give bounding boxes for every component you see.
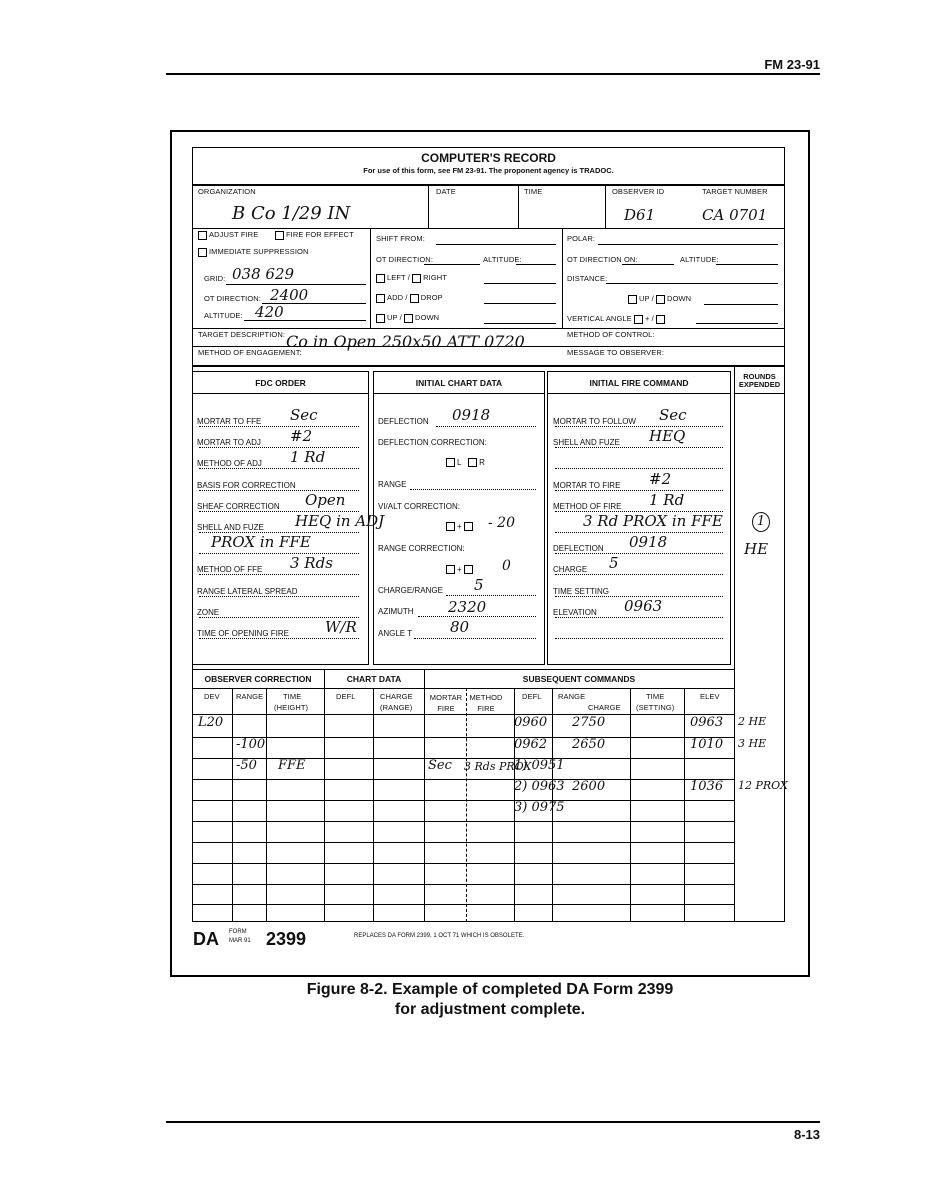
col-range: RANGE — [236, 692, 264, 701]
icd-range-line — [410, 489, 536, 490]
distance-line — [606, 283, 778, 284]
charge-range-label: CHARGE/RANGE — [378, 586, 443, 595]
deflection-correction-label: DEFLECTION CORRECTION: — [378, 438, 487, 447]
org-divider — [428, 184, 429, 228]
rounds-value-2[interactable]: HE — [744, 540, 769, 558]
bottom-cell-time[interactable]: FFE — [278, 758, 306, 773]
fdc-row-label: BASIS FOR CORRECTION — [197, 480, 296, 490]
ifc-row-line — [555, 447, 723, 448]
azimuth-label: AZIMUTH — [378, 607, 414, 616]
grid-row-line — [192, 863, 734, 864]
altitude-value[interactable]: 420 — [255, 303, 284, 321]
ifc-row-line — [555, 490, 723, 491]
grid-col-line — [373, 688, 374, 922]
grid-row-line — [192, 800, 734, 801]
up-down2-line — [704, 304, 778, 305]
form-word: FORM — [229, 929, 247, 935]
col-method-fire: METHOD FIRE — [469, 693, 503, 713]
ifc-row-line — [555, 468, 723, 469]
fdc-row-line — [199, 596, 359, 597]
bottom-cell-rounds[interactable]: 12 PROX — [738, 779, 788, 792]
grid-row-line — [192, 842, 734, 843]
message-to-observer-label: MESSAGE TO OBSERVER: — [567, 348, 665, 357]
fdc-row-label: SHEAF CORRECTION — [197, 501, 280, 511]
ifc-heading-rule — [547, 393, 731, 394]
bottom-cell-range-charge[interactable]: 2650 — [572, 737, 606, 752]
col-elev: ELEV — [700, 692, 720, 701]
add-drop-line — [484, 303, 556, 304]
range-correction-label: RANGE CORRECTION: — [378, 544, 465, 553]
ifc-row-line — [555, 617, 723, 618]
polar-label: POLAR: — [567, 234, 596, 243]
fdc-row-value[interactable]: 1 Rd — [290, 448, 326, 467]
bottom-heading-rule — [192, 688, 734, 689]
fdc-row-line — [199, 638, 359, 639]
bottom-cell-defl[interactable]: 1) 0951 — [514, 758, 565, 773]
bottom-cell-elev[interactable]: 1036 — [690, 779, 724, 794]
col-charge2: CHARGE — [588, 703, 621, 712]
grid-row-line — [192, 904, 734, 905]
fdc-row-label: MORTAR TO FFE — [197, 417, 262, 426]
grid-row-line — [192, 821, 734, 822]
ifc-row-value[interactable]: 0918 — [629, 533, 668, 552]
fire-for-effect-checkbox[interactable]: FIRE FOR EFFECT — [275, 230, 354, 240]
ifc-row-label: MORTAR TO FOLLOW — [553, 417, 636, 426]
bottom-cell-mortar[interactable]: Sec — [428, 758, 452, 773]
bottom-cell-defl[interactable]: 3) 0975 — [514, 800, 565, 815]
grid-col-line — [232, 688, 233, 922]
bottom-cell-defl[interactable]: 2) 0963 — [514, 779, 565, 794]
shift-from-line — [436, 244, 556, 245]
bottom-cell-range[interactable]: -50 — [236, 758, 257, 773]
ifc-row-line — [555, 426, 723, 427]
fdc-row-value[interactable]: HEQ in ADJ — [295, 512, 385, 530]
fdc-row-value[interactable]: W/R — [325, 618, 357, 636]
method-of-control-label: METHOD OF CONTROL: — [567, 330, 655, 339]
altitude2-label: ALTITUDE: — [483, 255, 522, 264]
l-r-checkbox[interactable]: L R — [446, 458, 485, 467]
fdc-row-line — [199, 426, 359, 427]
organization-label: ORGANIZATION — [198, 187, 256, 196]
fdc-row-value[interactable]: Open — [305, 490, 346, 509]
vertical-angle-line — [696, 323, 778, 324]
range-correction-checkbox[interactable]: + — [446, 565, 475, 574]
time-divider — [605, 184, 606, 228]
fdc-row-line — [199, 574, 359, 575]
grid-value[interactable]: 038 629 — [232, 265, 295, 283]
form-number: 2399 — [266, 929, 307, 949]
col-height: (HEIGHT) — [274, 703, 309, 712]
vi-alt-value[interactable]: - 20 — [488, 515, 515, 531]
ot-direction-on-line — [622, 264, 674, 265]
fdc-row-value[interactable]: Sec — [290, 406, 318, 424]
form-da: DA — [193, 929, 219, 949]
page-header: FM 23-91 — [764, 57, 820, 72]
col-charge: CHARGE — [380, 692, 413, 701]
target-description-label: TARGET DESCRIPTION: — [198, 330, 286, 339]
charge-range-value[interactable]: 5 — [474, 576, 484, 594]
altitude3-label: ALTITUDE: — [680, 255, 719, 264]
bottom-cell-dev[interactable]: L20 — [198, 715, 224, 730]
form-date: MAR 91 — [229, 938, 251, 944]
ifc-row-label: DEFLECTION — [553, 544, 604, 554]
date-divider — [518, 184, 519, 228]
ifc-row-value[interactable]: Sec — [659, 406, 687, 424]
adjust-fire-checkbox[interactable]: ADJUST FIRE — [198, 230, 258, 240]
up-down-line — [484, 323, 556, 324]
left-block-divider — [370, 228, 371, 328]
fdc-row-value[interactable]: 3 Rds — [290, 554, 333, 573]
rounds-expended-heading: ROUNDS EXPENDED — [738, 372, 781, 389]
ifc-row-line — [555, 638, 723, 639]
left-right-line — [484, 283, 556, 284]
row2-divider — [192, 328, 785, 329]
altitude2-line — [516, 264, 556, 265]
fdc-row-value[interactable]: PROX in FFE — [211, 533, 311, 552]
ifc-row-label: ELEVATION — [553, 607, 597, 617]
fdc-row-label: METHOD OF ADJ — [197, 459, 262, 469]
fdc-row-label: SHELL AND FUZE — [197, 523, 264, 532]
rounds-heading-rule — [734, 393, 785, 394]
ifc-row-label: SHELL AND FUZE — [553, 438, 620, 448]
header-rule — [166, 73, 820, 75]
ifc-row-value[interactable]: #2 — [649, 469, 672, 488]
col-range2: (RANGE) — [380, 703, 413, 712]
grid-row-line — [192, 758, 734, 759]
col-defl: DEFL — [336, 692, 356, 701]
ifc-row-value[interactable]: 0963 — [624, 596, 663, 615]
ifc-row-label: TIME SETTING — [553, 586, 609, 596]
ifc-row-label: MORTAR TO FIRE — [553, 480, 621, 490]
fdc-order-heading: FDC ORDER — [255, 378, 306, 388]
shift-from-label: SHIFT FROM: — [376, 234, 425, 243]
col-range3: RANGE — [558, 692, 586, 701]
bottom-cell-defl[interactable]: 0960 — [514, 715, 548, 730]
caption-line1: Figure 8-2. Example of completed DA Form 2399 — [306, 981, 674, 998]
ot-direction-value[interactable]: 2400 — [270, 286, 309, 304]
bottom-cell-defl[interactable]: 0962 — [514, 737, 548, 752]
bottom-cell-rounds[interactable]: 3 HE — [738, 737, 767, 750]
left-right-checkbox[interactable]: LEFT / RIGHT — [376, 273, 447, 283]
ifc-row-line — [555, 553, 723, 554]
fdc-row-label: ZONE — [197, 607, 220, 617]
bottom-cell-elev[interactable]: 1010 — [690, 737, 724, 752]
col-setting: (SETTING) — [636, 703, 675, 712]
ifc-row-value[interactable]: 1 Rd — [649, 490, 685, 509]
ifc-row-label: METHOD OF FIRE — [553, 501, 622, 511]
fdc-row-line — [199, 447, 359, 448]
altitude3-line — [716, 264, 778, 265]
bottom-cell-rounds[interactable]: 2 HE — [738, 715, 767, 728]
row3-divider — [192, 346, 785, 347]
form-subtitle: For use of this form, see FM 23-91. The proponent agency is TRADOC. — [363, 166, 614, 175]
altitude-label: ALTITUDE: — [204, 311, 243, 320]
grid-row-line — [192, 714, 734, 715]
shift-block-divider — [562, 228, 563, 328]
range-correction-value[interactable]: 0 — [502, 558, 511, 574]
initial-chart-data-heading: INITIAL CHART DATA — [415, 378, 503, 388]
page-number: 8-13 — [793, 1127, 820, 1142]
fdc-row-label: RANGE LATERAL SPREAD — [197, 586, 298, 596]
observer-correction-heading: OBSERVER CORRECTION — [204, 674, 312, 684]
caption-line2: for adjustment complete. — [394, 1001, 586, 1018]
date-label: DATE — [436, 187, 456, 196]
fdc-row-label: MORTAR TO ADJ — [197, 438, 261, 448]
fdc-heading-rule — [192, 393, 369, 394]
charge-range-line — [446, 595, 536, 596]
bottom-cell-method[interactable]: 3 Rds PROX — [464, 760, 532, 773]
rounds-column-divider — [734, 365, 735, 922]
ifc-row-value[interactable]: HEQ — [649, 427, 686, 446]
col-time2: TIME — [646, 692, 665, 701]
azimuth-line — [418, 616, 536, 617]
subsequent-commands-heading: SUBSEQUENT COMMANDS — [522, 674, 636, 684]
target-number-label: TARGET NUMBER — [702, 187, 768, 196]
distance-label: DISTANCE: — [567, 274, 608, 283]
form-title: COMPUTER'S RECORD — [421, 151, 556, 165]
ot-direction2-label: OT DIRECTION: — [376, 255, 433, 264]
ifc-row-value[interactable]: 5 — [609, 554, 619, 573]
bottom-cell-range[interactable]: -100 — [236, 737, 266, 752]
ifc-row-line — [555, 574, 723, 575]
target-number-value[interactable]: CA 0701 — [702, 206, 768, 224]
grid-col-line — [684, 688, 685, 922]
bottom-cell-range-charge[interactable]: 2750 — [572, 715, 606, 730]
row1-divider — [192, 228, 785, 229]
fdc-row-label: TIME OF OPENING FIRE — [197, 629, 290, 638]
method-of-engagement-label: METHOD OF ENGAGEMENT: — [198, 348, 302, 357]
grid-col-line — [630, 688, 631, 922]
time-label: TIME — [524, 187, 543, 196]
angle-t-line — [414, 638, 536, 639]
angle-t-value[interactable]: 80 — [450, 618, 470, 636]
form-replaces: REPLACES DA FORM 2399, 1 OCT 71 WHICH IS OBSOLETE. — [354, 933, 525, 939]
initial-fire-command-heading: INITIAL FIRE COMMAND — [589, 378, 689, 388]
ot-direction-on-label: OT DIRECTION ON: — [567, 255, 638, 264]
icd-heading-rule — [373, 393, 545, 394]
chart-data-heading: CHART DATA — [346, 674, 402, 684]
fdc-row-line — [199, 553, 359, 554]
ifc-row-value[interactable]: 3 Rd PROX in FFE — [583, 512, 723, 530]
vi-alt-correction-label: VI/ALT CORRECTION: — [378, 502, 460, 511]
organization-value[interactable]: B Co 1/29 IN — [232, 203, 351, 224]
vertical-angle-checkbox[interactable]: VERTICAL ANGLE + / — [567, 314, 667, 324]
ifc-row-label: CHARGE — [553, 565, 588, 575]
ot-direction-label: OT DIRECTION: — [204, 294, 261, 303]
fdc-row-line — [199, 468, 359, 469]
icd-deflection-value[interactable]: 0918 — [452, 406, 491, 424]
rounds-value-1[interactable]: 1 — [752, 512, 770, 532]
azimuth-value[interactable]: 2320 — [448, 598, 487, 616]
icd-deflection-label: DEFLECTION — [378, 417, 429, 426]
bottom-cell-range-charge[interactable]: 2600 — [572, 779, 606, 794]
grid-line — [226, 284, 366, 285]
grid-col-line — [466, 688, 467, 922]
grid-row-line — [192, 779, 734, 780]
col-mortar-fire: MORTAR FIRE — [429, 693, 463, 713]
immediate-suppression-checkbox[interactable]: IMMEDIATE SUPPRESSION — [198, 247, 308, 257]
row4-divider — [192, 365, 785, 367]
icd-range-label: RANGE — [378, 480, 407, 489]
grid-row-line — [192, 737, 734, 738]
fdc-row-value[interactable]: #2 — [290, 427, 313, 446]
angle-t-label: ANGLE T — [378, 629, 413, 638]
footer-rule — [166, 1121, 820, 1123]
vi-alt-checkbox[interactable]: + — [446, 522, 475, 531]
add-drop-checkbox[interactable]: ADD / DROP — [376, 293, 443, 303]
target-description-value[interactable]: Co in Open 250x50 ATT 0720 — [286, 332, 525, 351]
observer-id-value[interactable]: D61 — [624, 206, 656, 224]
grid-col-line — [266, 688, 267, 922]
bottom-top-rule — [192, 669, 734, 670]
fdc-row-label: METHOD OF FFE — [197, 565, 263, 575]
observer-id-label: OBSERVER ID — [612, 187, 665, 196]
grid-row-line — [192, 884, 734, 885]
col-time: TIME — [283, 692, 302, 701]
icd-deflection-line — [436, 426, 536, 427]
col-dev: DEV — [204, 692, 220, 701]
title-divider — [192, 184, 785, 186]
grid-label: GRID: — [204, 274, 226, 283]
polar-line — [598, 244, 778, 245]
ot-direction2-line — [424, 264, 480, 265]
bottom-cell-elev[interactable]: 0963 — [690, 715, 724, 730]
up-down-checkbox[interactable]: UP / DOWN — [376, 313, 439, 323]
up-down2-checkbox[interactable]: UP / DOWN — [628, 294, 691, 304]
col-defl2: DEFL — [522, 692, 542, 701]
